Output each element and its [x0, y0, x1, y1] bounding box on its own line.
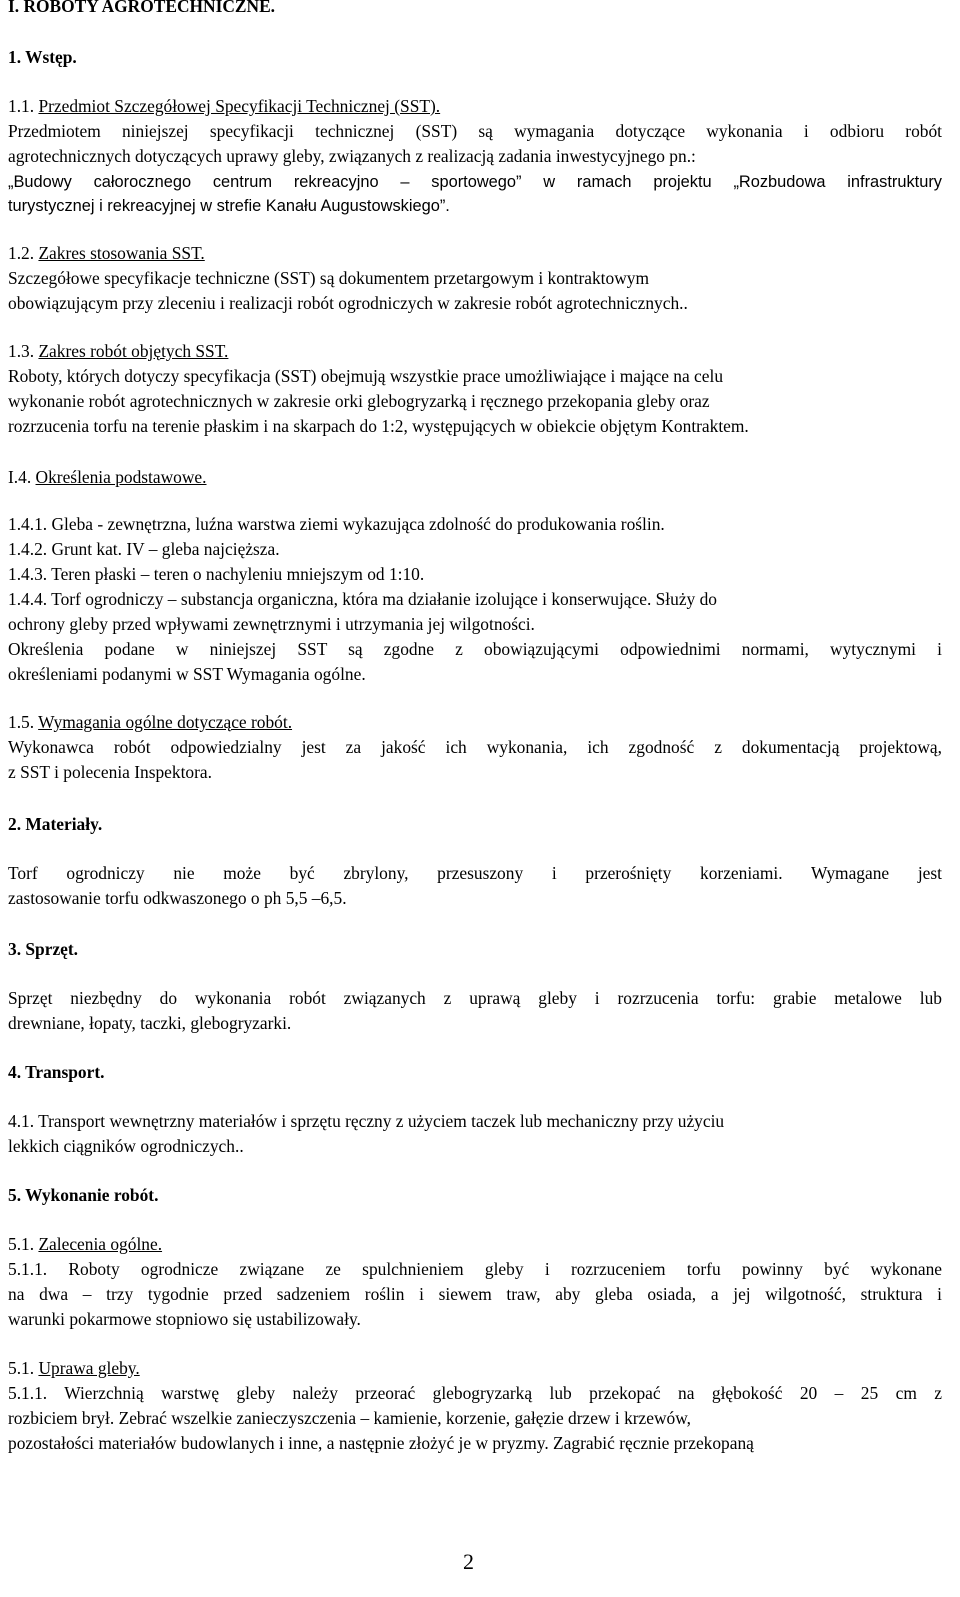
paragraph-line: Przedmiotem niniejszej specyfikacji technicznej (SST) są wymagania dotyczące wykonania i odbioru robót [8, 121, 942, 141]
paragraph-line: Szczegółowe specyfikacje techniczne (SST) są dokumentem przetargowym i kontraktowym [8, 268, 649, 288]
paragraph-line: obowiązującym przy zleceniu i realizacji robót ogrodniczych w zakresie robót agrotechnicznych.. [8, 293, 688, 313]
paragraph-line: na dwa – trzy tygodnie przed sadzeniem roślin i siewem traw, aby gleba osiada, a jej wilgotność, struktura i [8, 1284, 942, 1304]
paragraph-line: zastosowanie torfu odkwaszonego o ph 5,5 –6,5. [8, 888, 347, 908]
paragraph-line: rozrzucenia torfu na terenie płaskim i na skarpach do 1:2, występujących w obiekcie objętym Kontraktem. [8, 416, 749, 436]
paragraph-line: 4.1. Transport wewnętrzny materiałów i sprzętu ręczny z użyciem taczek lub mechaniczny przy użyciu [8, 1111, 725, 1131]
section-number: 1.5. [8, 712, 39, 732]
section-title: Zakres robót objętych SST. [38, 341, 229, 361]
paragraph-line: Roboty, których dotyczy specyfikacja (SST) obejmują wszystkie prace umożliwiające i mające na celu [8, 366, 724, 386]
definition-line: 1.4.3. Teren płaski – teren o nachyleniu mniejszym od 1:10. [8, 564, 425, 584]
section-5-1-heading [8, 1232, 942, 1257]
paragraph-line: Sprzęt niezbędny do wykonania robót związanych z uprawą gleby i rozrzucenia torfu: grabie metalowe lub [8, 988, 942, 1008]
section-number: 5.1. [8, 1234, 39, 1254]
section-1-5-heading [8, 710, 942, 735]
section-1-1-heading [8, 94, 942, 119]
paragraph-line: lekkich ciągników ogrodniczych.. [8, 1136, 244, 1156]
section-title: Zalecenia ogólne. [38, 1234, 163, 1254]
section-5-heading: 5. Wykonanie robót. [8, 1185, 159, 1205]
section-title: Wymagania ogólne dotyczące robót. [38, 712, 293, 732]
section-4-heading: 4. Transport. [8, 1062, 105, 1082]
paragraph-line: z SST i polecenia Inspektora. [8, 762, 212, 782]
document-title: I. ROBOTY AGROTECHNICZNE. [8, 0, 276, 16]
paragraph-line-part: agrotechnicznych dotyczących uprawy gleby, związanych z realizacją zadania inwestycyjnego pn.: [8, 146, 696, 166]
paragraph-line: warunki pokarmowe stopniowo się ustabilizowały. [8, 1309, 361, 1329]
section-1-title: 1. Wstęp. [8, 47, 77, 67]
definition-line: określeniami podanymi w SST Wymagania ogólne. [8, 664, 366, 684]
section-5-1b-heading [8, 1356, 942, 1381]
paragraph-line: Wykonawca robót odpowiedzialny jest za jakość ich wykonania, ich zgodność z dokumentacją projektową, [8, 737, 942, 757]
section-1-heading [8, 45, 942, 70]
section-number: I.4. [8, 467, 36, 487]
section-1-4-heading [8, 465, 942, 490]
section-number: 1.2. [8, 243, 39, 263]
definition-line: 1.4.1. Gleba - zewnętrzna, luźna warstwa ziemi wykazująca zdolność do produkowania roślin. [8, 514, 665, 534]
section-title: Przedmiot Szczegółowej Specyfikacji Technicznej (SST). [38, 96, 441, 116]
paragraph-line: 5.1.1. Roboty ogrodnicze związane ze spulchnieniem gleby i rozrzuceniem torfu powinny być wykonane [8, 1259, 942, 1279]
paragraph-line: rozbiciem brył. Zebrać wszelkie zanieczyszczenia – kamienie, korzenie, gałęzie drzew i krzewów, [8, 1408, 692, 1428]
paragraph-line: 5.1.1. Wierzchnią warstwę gleby należy przeorać glebogryzarką lub przekopać na głębokość 20 – 25 cm z [8, 1383, 942, 1403]
paragraph-line: pozostałości materiałów budowlanych i inne, a następnie złożyć je w pryzmy. Zagrabić ręcznie przekopaną [8, 1433, 754, 1453]
paragraph-line: wykonanie robót agrotechnicznych w zakresie orki glebogryzarką i ręcznego przekopania gleby oraz [8, 391, 710, 411]
section-number: 5.1. [8, 1358, 39, 1378]
paragraph-line: drewniane, łopaty, taczki, glebogryzarki. [8, 1013, 292, 1033]
definition-line: 1.4.2. Grunt kat. IV – gleba najcięższa. [8, 539, 280, 559]
definition-line: ochrony gleby przed wpływami zewnętrznymi i utrzymania jej wilgotności. [8, 614, 535, 634]
section-2-heading: 2. Materiały. [8, 814, 103, 834]
paragraph-line: „Budowy całorocznego centrum rekreacyjno – sportowego” w ramach projektu „Rozbudowa infrastruktury [8, 173, 942, 191]
definition-line: Określenia podane w niniejszej SST są zgodne z obowiązującymi odpowiednimi normami, wytycznymi i [8, 639, 942, 659]
section-1-2-heading [8, 241, 942, 266]
section-title: Uprawa gleby. [38, 1358, 140, 1378]
section-title: Określenia podstawowe. [35, 467, 207, 487]
section-number: 1.3. [8, 341, 39, 361]
definition-line: 1.4.4. Torf ogrodniczy – substancja organiczna, która ma działanie izolujące i konserwujące. Służy do [8, 589, 717, 609]
section-3-heading: 3. Sprzęt. [8, 939, 79, 959]
paragraph-line: Torf ogrodniczy nie może być zbrylony, przesuszony i przerośnięty korzeniami. Wymagane jest [8, 863, 942, 883]
page-number: 2 [463, 1549, 474, 1574]
paragraph-line: turystycznej i rekreacyjnej w strefie Kanału Augustowskiego”. [8, 197, 450, 215]
paragraph-line [8, 144, 942, 169]
section-1-3-heading [8, 339, 942, 364]
section-title: Zakres stosowania SST. [38, 243, 205, 263]
section-number: 1.1. [8, 96, 39, 116]
